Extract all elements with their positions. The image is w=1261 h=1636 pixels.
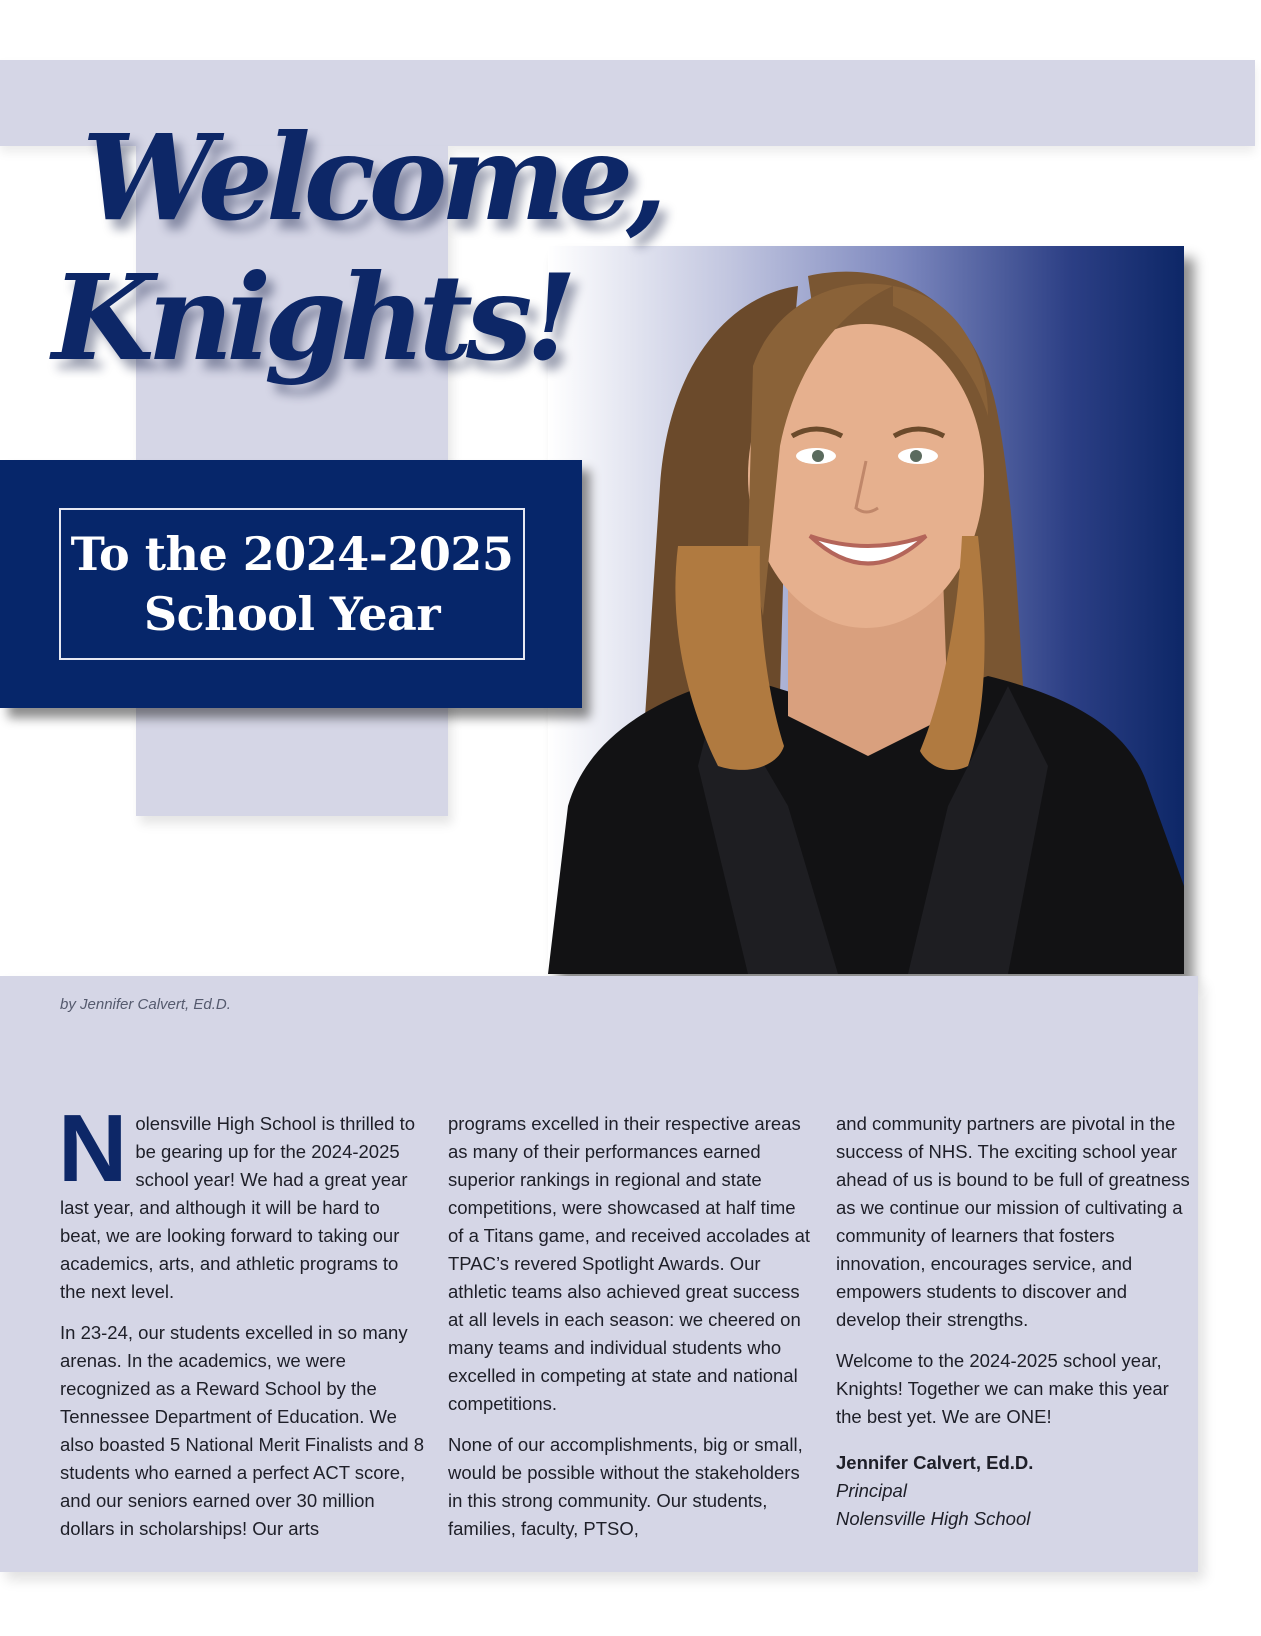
headline-line-1: Welcome, — [82, 108, 661, 247]
drop-cap: N — [58, 1095, 128, 1202]
signature-role: Principal — [836, 1480, 907, 1501]
headline-line-2: Knights! — [52, 248, 571, 387]
article-paragraph-4: None of our accomplishments, big or small, would be possible without the stakeholders in this strong community. Our students, families, faculty, PTSO, — [448, 1434, 803, 1539]
article-paragraph-1 — [58, 1095, 425, 1306]
byline: by Jennifer Calvert, Ed.D. — [60, 996, 231, 1013]
welcome-headline — [52, 108, 660, 388]
article-paragraph-2: In 23-24, our students excelled in so many arenas. In the academics, we were recognized as a Reward School by the Tennessee Department of Education. We also boasted 5 National Merit Finalists and 8 students who earned a perfect ACT score, and our seniors earned over 30 million dollars in scholarships! Our arts — [60, 1322, 425, 1539]
article-column-3 — [836, 1110, 1194, 1533]
article-paragraph-6: Welcome to the 2024-2025 school year, Knights! Together we can make this year the best yet. We are ONE! — [836, 1350, 1169, 1427]
banner-outline-box — [59, 508, 525, 660]
article-paragraph-5: and community partners are pivotal in the success of NHS. The exciting school year ahead of us is bound to be full of greatness as we continue our mission of cultivating a community of learners that fosters innovation, encourages service, and empowers students to discover and develop their strengths. — [836, 1113, 1190, 1330]
signature-school: Nolensville High School — [836, 1508, 1031, 1529]
paragraph-1-text: olensville High School is thrilled to be gearing up for the 2024-2025 school year! We had a great year last year, and although it will be hard to beat, we are looking forward to taking our academics, arts, and athletic programs to the next level. — [60, 1113, 416, 1302]
school-year-banner — [0, 460, 582, 708]
signature-block — [836, 1449, 1194, 1533]
banner-line-1: To the 2024-2025 — [70, 527, 514, 581]
article-column-2 — [448, 1110, 814, 1556]
article-column-1 — [58, 1095, 425, 1556]
article-paragraph-3: programs excelled in their respective areas as many of their performances earned superior rankings in regional and state competitions, were showcased at half time of a Titans game, and received accolades at TPAC’s revered Spotlight Awards. Our athletic teams also achieved great success at all levels in each season: we cheered on many teams and individual students who excelled in competing at state and national competitions. — [448, 1113, 810, 1414]
banner-line-2: School Year — [143, 587, 441, 641]
signature-name: Jennifer Calvert, Ed.D. — [836, 1452, 1034, 1473]
